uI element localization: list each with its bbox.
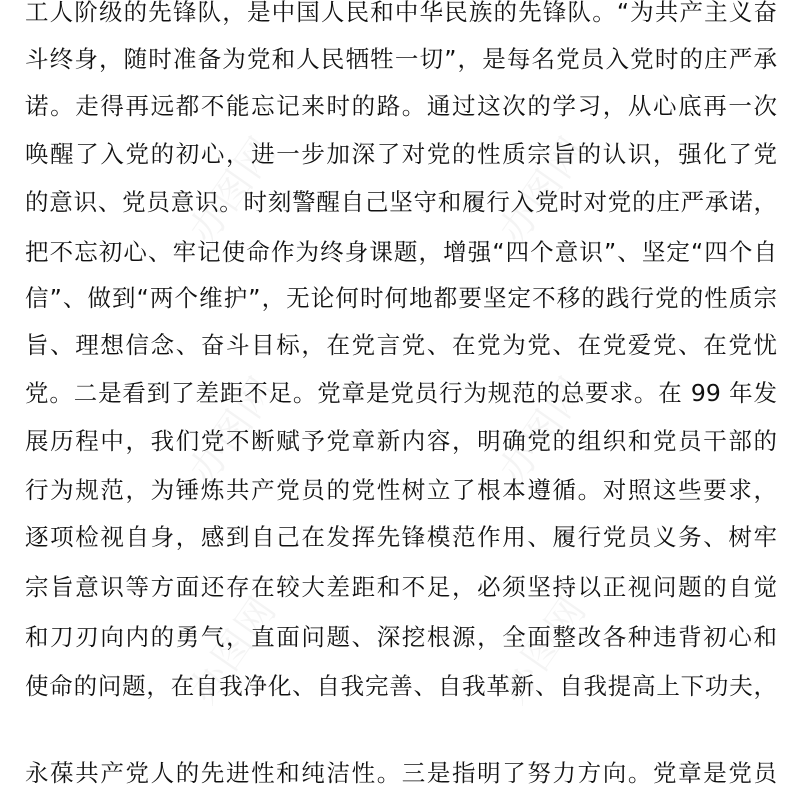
body-text-line: 行为规范，为锤炼共产党员的党性树立了根本遵循。对照这些要求， [25, 476, 777, 504]
body-text-line: 党。二是看到了差距不足。党章是党员行为规范的总要求。在 99 年发 [25, 379, 777, 407]
body-text-line: 斗终身，随时准备为党和人民牺牲一切”，是每名党员入党时的庄严承 [25, 45, 777, 73]
body-text-line: 唤醒了入党的初心，进一步加深了对党的性质宗旨的认识，强化了党 [25, 140, 777, 168]
body-text-line: 逐项检视自身，感到自己在发挥先锋模范作用、履行党员义务、树牢 [25, 523, 777, 551]
body-text-line: 展历程中，我们党不断赋予党章新内容，明确党的组织和党员干部的 [25, 427, 777, 455]
body-text-line: 的意识、党员意识。时刻警醒自己坚守和履行入党时对党的庄严承诺， [25, 188, 777, 216]
body-text-line: 诺。走得再远都不能忘记来时的路。通过这次的学习，从心底再一次 [25, 92, 777, 120]
body-text-line: 信”、做到“两个维护”，无论何时何地都要坚定不移的践行党的性质宗 [25, 284, 777, 312]
body-text-line: 使命的问题，在自我净化、自我完善、自我革新、自我提高上下功夫， [25, 672, 777, 700]
body-text-line: 宗旨意识等方面还存在较大差距和不足，必须坚持以正视问题的自觉 [25, 573, 777, 601]
body-text-line: 旨、理想信念、奋斗目标，在党言党、在党为党、在党爱党、在党忧 [25, 331, 777, 359]
body-text-line: 永葆共产党人的先进性和纯洁性。三是指明了努力方向。党章是党员 [25, 759, 777, 787]
body-text-line: 把不忘初心、牢记使命作为终身课题，增强“四个意识”、坚定“四个自 [25, 238, 777, 266]
body-text-line: 和刀刃向内的勇气，直面问题、深挖根源，全面整改各种违背初心和 [25, 623, 777, 651]
body-text-line: 工人阶级的先锋队，是中国人民和中华民族的先锋队。“为共产主义奋 [25, 0, 777, 26]
